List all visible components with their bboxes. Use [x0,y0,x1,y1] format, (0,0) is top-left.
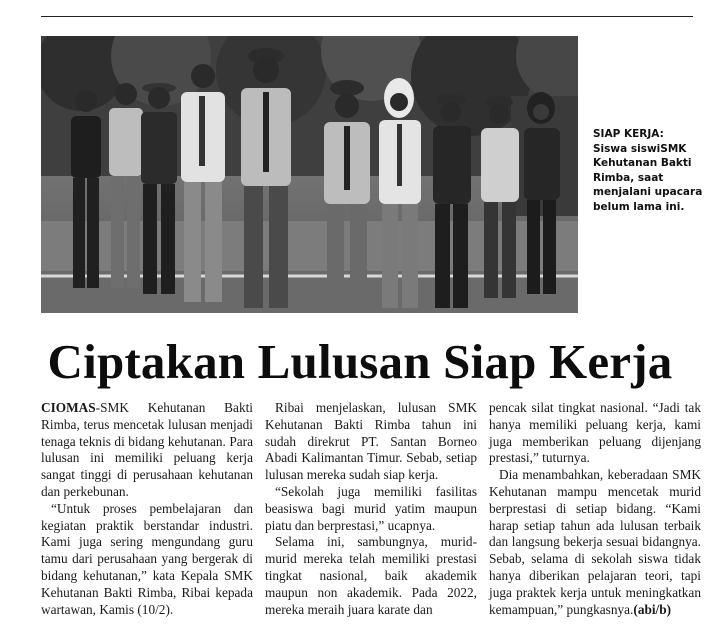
news-photo [41,36,578,313]
paragraph [41,400,253,501]
paragraph: “Sekolah juga memiliki fasilitas beasiswa bagi murid yatim maupun piatu dan berprestasi,” ucapnya. [265,483,477,533]
byline: (abi/b) [633,601,672,617]
dateline: CIOMAS [41,400,96,415]
article-headline: Ciptakan Lulusan Siap Kerja [47,334,673,389]
paragraph: Ribai menjelaskan, lulusan SMK Kehutanan Bakti Rimba tahun ini sudah direkrut PT. Santan Borneo Abadi Kalimantan Timur. Sebab, setiap lulusan mereka sudah siap kerja. [265,400,477,483]
article-column-1 [41,400,253,618]
paragraph-text: Dia menambahkan, keberadaan SMK Kehutanan mampu mencetak murid berprestasi di setiap bidang. “Kami harap setiap tahun ada lulusan terbaik dan langsung bekerja sesuai bidangnya. Sebab, selama di sekolah siswa tidak hanya diberikan pelajaran teori, tapi juga praktek kerja untuk meningkatkan kemampuan,” pungkasnya. [489,467,701,617]
top-rule [41,16,693,17]
caption-label: SIAP KERJA: [593,128,664,140]
photo-caption [593,127,703,215]
paragraph: Selama ini, sambungnya, murid-murid mereka telah memiliki prestasi tingkat nasional, baik akademik maupun non akademik. Pada 2022, mereka meraih juara karate dan [265,534,477,617]
article-column-3 [489,400,701,618]
caption-text: Siswa siswiSMK Kehutanan Bakti Rimba, saat menjalani upacara belum lama ini. [593,142,703,213]
paragraph: “Untuk proses pembelajaran dan kegiatan praktik berstandar industri. Kami juga sering mengundang guru tamu dari perusahaan yang bergerak di bidang kehutanan,” kata Kepala SMK Kehutanan Bakti Rimba, Ribai kepada wartawan, Kamis (10/2). [41,500,253,617]
paragraph: pencak silat tingkat nasional. “Jadi tak hanya memiliki peluang kerja, kami juga memberikan peluang dijenjang prestasi,” tuturnya. [489,400,701,466]
paragraph-text: -SMK Kehutanan Bakti Rimba, terus mencetak lulusan menjadi tenaga teknis di bidang kehutanan. Para lulusan ini memiliki peluang kerja sangat tinggi di perusahaan kehutanan dan perkebunan. [41,400,253,499]
article-column-2 [265,400,477,618]
paragraph [489,467,701,618]
